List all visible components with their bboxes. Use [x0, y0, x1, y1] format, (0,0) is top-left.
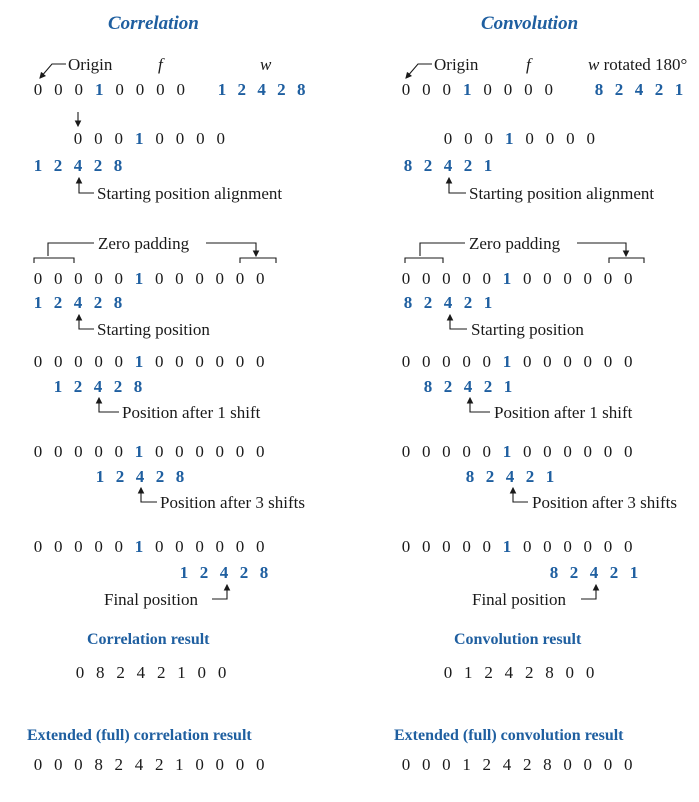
digit: 1 [175, 755, 184, 774]
digit: 0 [175, 442, 184, 461]
digit: 1 [134, 352, 144, 371]
digit: 0 [442, 442, 451, 461]
digit: 1 [462, 755, 471, 774]
digit: 0 [462, 537, 471, 556]
digit: 1 [464, 663, 473, 682]
digit: 0 [442, 269, 451, 288]
digit: 0 [33, 537, 43, 556]
digit: 0 [154, 537, 164, 556]
digit: 1 [217, 80, 227, 99]
digit: 0 [175, 269, 184, 288]
digit: 0 [543, 442, 552, 461]
digit: 4 [73, 293, 83, 312]
digit: 0 [583, 352, 593, 371]
digit: 2 [113, 377, 123, 396]
digit: 0 [401, 755, 411, 774]
digit: 0 [195, 352, 204, 371]
digit: 2 [569, 563, 579, 582]
digit: 0 [544, 80, 554, 99]
digit: 4 [589, 563, 599, 582]
digit: 0 [74, 442, 83, 461]
digit: 0 [462, 442, 471, 461]
digit: 0 [522, 352, 532, 371]
final-position-arrow [212, 585, 227, 599]
digit: 0 [195, 755, 204, 774]
digit: 0 [543, 537, 552, 556]
digit: 0 [94, 442, 103, 461]
digit: 0 [422, 80, 431, 99]
digit: 2 [199, 563, 209, 582]
digit: 0 [75, 663, 85, 682]
digit: 0 [114, 442, 124, 461]
digit: 0 [401, 352, 411, 371]
digit: 1 [503, 377, 513, 396]
digit: 0 [215, 352, 225, 371]
digit: 1 [674, 80, 684, 99]
digit: 8 [113, 293, 123, 312]
digit: 0 [255, 269, 265, 288]
digit: 2 [609, 563, 619, 582]
zero-pad-left-bracket [420, 243, 465, 256]
digit: 0 [235, 755, 245, 774]
digit: 0 [623, 537, 633, 556]
digit: 0 [115, 80, 124, 99]
digit: 0 [94, 269, 103, 288]
digit: 1 [502, 352, 512, 371]
digit: 1 [134, 269, 144, 288]
digit: 4 [73, 156, 83, 175]
digit: 4 [134, 755, 144, 774]
digit: 0 [401, 80, 411, 99]
digit: 8 [96, 663, 105, 682]
after-3-arrow [141, 488, 157, 502]
digit: 0 [154, 442, 164, 461]
digit: 0 [94, 129, 103, 148]
digit: 1 [502, 442, 512, 461]
zero-pad-right-ticks [240, 258, 276, 263]
start-align-arrow [79, 178, 94, 193]
digit: 0 [73, 129, 83, 148]
digit: 0 [421, 269, 431, 288]
digit: 0 [443, 129, 453, 148]
digit: 0 [195, 537, 204, 556]
digit: 4 [443, 293, 453, 312]
digit: 0 [421, 537, 431, 556]
digit: 0 [33, 269, 43, 288]
starting-position-arrow [79, 315, 94, 329]
digit: 1 [53, 377, 63, 396]
digit: 2 [277, 80, 286, 99]
digit: 1 [504, 129, 514, 148]
digit: 0 [524, 80, 533, 99]
zero-padding-label: Zero padding [469, 234, 561, 253]
digit: 2 [53, 293, 63, 312]
digit: 0 [623, 352, 633, 371]
digit: 2 [423, 293, 433, 312]
after-3-label: Position after 3 shifts [160, 493, 305, 512]
digit: 0 [197, 663, 207, 682]
correlation-result-title: Correlation result [87, 631, 210, 648]
digit: 0 [74, 537, 83, 556]
origin-arrow [406, 64, 432, 78]
digit: 0 [443, 663, 453, 682]
digit: 0 [33, 755, 43, 774]
start-align-label: Starting position alignment [97, 184, 283, 203]
digit: 0 [235, 352, 245, 371]
digit: 8 [403, 156, 413, 175]
final-position-arrow [581, 585, 596, 599]
digit: 0 [74, 352, 83, 371]
digit: 1 [462, 80, 472, 99]
digit: 0 [442, 80, 452, 99]
digit: 1 [134, 129, 144, 148]
digit: 0 [175, 352, 184, 371]
digit: 1 [179, 563, 189, 582]
digit: 4 [219, 563, 229, 582]
digit: 1 [33, 156, 43, 175]
digit: 0 [603, 537, 613, 556]
digit: 8 [113, 156, 123, 175]
zero-pad-left-bracket [48, 243, 94, 256]
digit: 0 [154, 269, 164, 288]
digit: 0 [482, 537, 492, 556]
digit: 4 [504, 663, 514, 682]
digit: 1 [177, 663, 186, 682]
digit: 2 [154, 755, 164, 774]
digit: 0 [235, 442, 245, 461]
digit: 0 [563, 537, 572, 556]
start-align-label: Starting position alignment [469, 184, 655, 203]
digit: 0 [442, 537, 451, 556]
digit: 1 [95, 467, 105, 486]
digit: 0 [135, 80, 145, 99]
zero-pad-right-arrow [577, 243, 626, 256]
digit: 0 [623, 755, 633, 774]
digit: 0 [603, 269, 613, 288]
digit: 1 [134, 442, 144, 461]
digit: 0 [216, 129, 226, 148]
digit: 0 [255, 755, 265, 774]
digit: 2 [484, 663, 493, 682]
digit: 2 [93, 293, 103, 312]
digit: 0 [196, 129, 205, 148]
digit: 0 [255, 442, 265, 461]
digit: 0 [215, 442, 225, 461]
digit: 0 [175, 129, 185, 148]
digit: 0 [94, 352, 103, 371]
digit: 0 [94, 537, 103, 556]
digit: 0 [33, 80, 43, 99]
digit: 0 [401, 537, 411, 556]
digit: 8 [175, 467, 185, 486]
digit: 0 [563, 442, 572, 461]
w-label: w [588, 55, 600, 74]
digit: 1 [483, 156, 493, 175]
digit: 0 [114, 537, 124, 556]
zero-padding-label: Zero padding [98, 234, 190, 253]
digit: 0 [586, 129, 596, 148]
convolution-title: Convolution [481, 13, 579, 34]
digit: 2 [239, 563, 249, 582]
digit: 0 [545, 129, 555, 148]
digit: 8 [594, 80, 604, 99]
zero-pad-left-ticks [34, 258, 74, 263]
digit: 0 [421, 755, 431, 774]
final-position-label: Final position [104, 590, 198, 609]
digit: 0 [603, 352, 613, 371]
digit: 0 [175, 537, 184, 556]
digit: 0 [583, 537, 593, 556]
digit: 8 [94, 755, 103, 774]
digit: 1 [629, 563, 639, 582]
digit: 0 [74, 80, 84, 99]
digit: 0 [33, 442, 43, 461]
digit: 0 [53, 755, 63, 774]
starting-position-arrow [450, 315, 467, 329]
digit: 0 [482, 352, 492, 371]
digit: 0 [114, 129, 124, 148]
origin-label: Origin [68, 55, 113, 74]
starting-position-label: Starting position [97, 320, 210, 339]
digit: 0 [442, 352, 451, 371]
digit: 0 [563, 755, 572, 774]
digit: 2 [93, 156, 103, 175]
digit: 0 [33, 352, 43, 371]
digit: 0 [583, 442, 593, 461]
f-label: f [158, 55, 163, 74]
after-1-label: Position after 1 shift [494, 403, 633, 422]
full-correlation-title: Extended (full) correlation result [27, 727, 252, 744]
correlation-title: Correlation [108, 13, 199, 34]
digit: 0 [503, 80, 513, 99]
digit: 0 [482, 269, 492, 288]
digit: 2 [73, 377, 83, 396]
digit: 4 [505, 467, 515, 486]
digit: 0 [603, 755, 613, 774]
digit: 0 [566, 129, 575, 148]
origin-label: Origin [434, 55, 479, 74]
digit: 0 [522, 537, 532, 556]
digit: 0 [525, 129, 534, 148]
digit: 0 [563, 269, 572, 288]
digit: 2 [156, 663, 166, 682]
digit: 0 [442, 755, 451, 774]
digit: 8 [423, 377, 433, 396]
digit: 8 [296, 80, 306, 99]
zero-pad-right-arrow [206, 243, 256, 256]
convolution-result-title: Convolution result [454, 631, 582, 648]
digit: 0 [583, 269, 593, 288]
digit: 0 [217, 663, 227, 682]
digit: 2 [423, 156, 433, 175]
digit: 0 [543, 352, 552, 371]
digit: 0 [215, 755, 225, 774]
digit: 2 [654, 80, 664, 99]
digit: 0 [114, 352, 124, 371]
digit: 0 [114, 269, 124, 288]
full-convolution-title: Extended (full) convolution result [394, 727, 624, 744]
digit: 4 [502, 755, 512, 774]
digit: 1 [502, 269, 512, 288]
digit: 8 [133, 377, 143, 396]
digit: 4 [634, 80, 644, 99]
digit: 0 [176, 80, 186, 99]
digit: 4 [257, 80, 266, 99]
digit: 2 [485, 467, 495, 486]
after-1-arrow [99, 398, 119, 412]
digit: 2 [463, 156, 473, 175]
final-position-label: Final position [472, 590, 566, 609]
digit: 0 [522, 269, 532, 288]
digit: 2 [482, 755, 492, 774]
digit: 0 [74, 755, 83, 774]
digit: 8 [549, 563, 559, 582]
digit: 1 [134, 537, 144, 556]
digit: 1 [94, 80, 104, 99]
origin-arrow [40, 64, 66, 78]
digit: 2 [463, 293, 473, 312]
digit: 0 [585, 663, 595, 682]
digit: 8 [545, 663, 554, 682]
digit: 0 [421, 442, 431, 461]
digit: 0 [421, 352, 431, 371]
digit: 2 [483, 377, 493, 396]
digit: 0 [563, 352, 572, 371]
digit: 0 [215, 537, 225, 556]
zero-pad-left-ticks [405, 258, 443, 263]
digit: 0 [462, 352, 471, 371]
digit: 0 [54, 80, 63, 99]
zero-pad-right-ticks [609, 258, 644, 263]
digit: 0 [53, 442, 63, 461]
rotated-suffix: rotated 180° [599, 55, 688, 74]
digit: 2 [524, 663, 534, 682]
digit: 0 [484, 129, 494, 148]
digit: 2 [237, 80, 247, 99]
digit: 0 [215, 269, 225, 288]
digit: 0 [483, 80, 492, 99]
after-1-arrow [470, 398, 490, 412]
digit: 4 [136, 663, 146, 682]
digit: 0 [482, 442, 492, 461]
digit: 0 [522, 442, 532, 461]
digit: 4 [135, 467, 145, 486]
digit: 0 [255, 537, 265, 556]
digit: 8 [259, 563, 269, 582]
f-label: f [526, 55, 531, 74]
digit: 2 [522, 755, 532, 774]
digit: 4 [463, 377, 473, 396]
digit: 0 [156, 80, 165, 99]
digit: 1 [33, 293, 43, 312]
digit: 4 [93, 377, 103, 396]
digit: 0 [74, 269, 83, 288]
digit: 1 [502, 537, 512, 556]
digit: 1 [483, 293, 493, 312]
digit: 2 [115, 467, 125, 486]
digit: 1 [545, 467, 555, 486]
digit: 0 [401, 442, 411, 461]
digit: 0 [53, 352, 63, 371]
digit: 2 [53, 156, 63, 175]
digit: 0 [623, 442, 633, 461]
digit: 0 [154, 352, 164, 371]
digit: 2 [155, 467, 165, 486]
digit: 0 [462, 269, 471, 288]
digit: 2 [116, 663, 125, 682]
digit: 2 [525, 467, 535, 486]
digit: 2 [114, 755, 124, 774]
digit: 8 [403, 293, 413, 312]
after-1-label: Position after 1 shift [122, 403, 261, 422]
digit: 8 [543, 755, 552, 774]
digit: 0 [603, 442, 613, 461]
w-label: w [260, 55, 272, 74]
digit: 0 [255, 352, 265, 371]
digit: 0 [53, 269, 63, 288]
digit: 0 [195, 442, 204, 461]
digit: 0 [401, 269, 411, 288]
digit: 0 [235, 537, 245, 556]
start-align-arrow [449, 178, 466, 193]
starting-position-label: Starting position [471, 320, 584, 339]
digit: 0 [623, 269, 633, 288]
digit: 2 [614, 80, 624, 99]
digit: 2 [443, 377, 453, 396]
after-3-arrow [513, 488, 528, 502]
digit: 0 [53, 537, 63, 556]
digit: 0 [583, 755, 593, 774]
digit: 4 [443, 156, 453, 175]
digit: 0 [464, 129, 473, 148]
digit: 0 [155, 129, 164, 148]
digit: 0 [195, 269, 204, 288]
digit: 0 [565, 663, 575, 682]
digit: 0 [235, 269, 245, 288]
digit: 0 [543, 269, 552, 288]
digit: 8 [465, 467, 475, 486]
after-3-label: Position after 3 shifts [532, 493, 677, 512]
